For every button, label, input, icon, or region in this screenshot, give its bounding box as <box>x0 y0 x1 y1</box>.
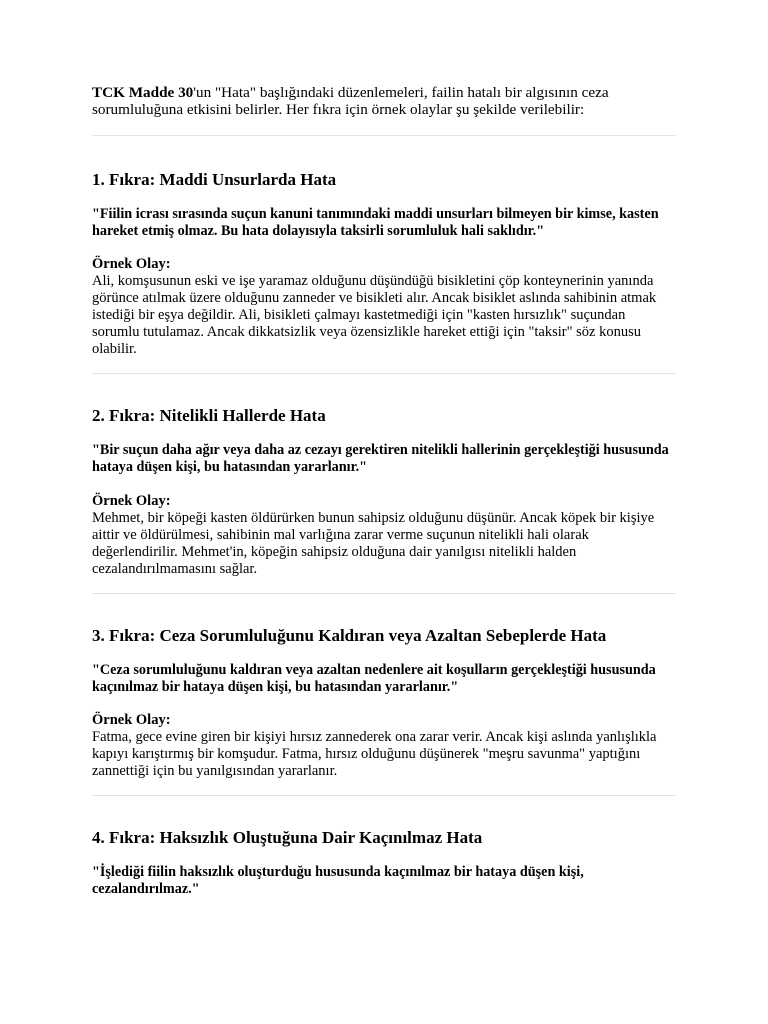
section-3-heading: 3. Fıkra: Ceza Sorumluluğunu Kaldıran veya Azaltan Sebeplerde Hata <box>92 626 607 645</box>
section-1-example-label: Örnek Olay: <box>92 256 171 272</box>
intro-article-reference: TCK Madde 30 <box>92 84 194 101</box>
section-divider <box>92 795 676 796</box>
section-1-quote: "Fiilin icrası sırasında suçun kanuni tanımındaki maddi unsurları bilmeyen bir kimse, kasten hareket etmiş olmaz. Bu hata dolayısıyla taksirli sorumluluk hali saklıdır." <box>92 206 659 239</box>
intro-text: 'un "Hata" başlığındaki düzenlemeleri, failin hatalı bir algısının ceza sorumluluğuna etkisini belirler. Her fıkra için örnek olaylar şu şekilde verilebilir: <box>92 84 609 118</box>
section-1-example-text: Ali, komşusunun eski ve işe yaramaz olduğunu düşündüğü bisikletini çöp konteynerinin yanında görünce atılmak üzere olduğunu zanneder ve bisikleti alır. Ancak bisiklet aslında sahibinin atmak istediği bir eşya değildir. Ali, bisikleti çalmayı kastetmediği için "kasten hırsızlık" suçundan sorumlu tutulamaz. Ancak dikkatsizlik veya özensizlikle hareket ettiği için "taksir" söz konusu olabilir. <box>92 273 657 357</box>
section-2-heading: 2. Fıkra: Nitelikli Hallerde Hata <box>92 406 326 425</box>
section-4-heading: 4. Fıkra: Haksızlık Oluştuğuna Dair Kaçınılmaz Hata <box>92 828 483 847</box>
section-4 <box>92 828 676 898</box>
section-2 <box>92 406 676 578</box>
section-3 <box>92 626 676 780</box>
section-2-quote: "Bir suçun daha ağır veya daha az cezayı gerektiren nitelikli hallerinin gerçekleştiği hususunda hataya düşen kişi, bu hatasından yararlanır." <box>92 442 669 475</box>
section-3-example-text: Fatma, gece evine giren bir kişiyi hırsız zannederek ona zarar verir. Ancak kişi aslında yanlışlıkla kapıyı karıştırmış bir komşudur. Fatma, hırsız olduğunu düşünerek "meşru savunma" yaptığını zannettiği için bu yanılgısından yararlanır. <box>92 729 657 779</box>
section-1 <box>92 170 676 358</box>
section-2-example-text: Mehmet, bir köpeği kasten öldürürken bunun sahipsiz olduğunu düşünür. Ancak köpek bir kişiye aittir ve öldürülmesi, sahibinin mal varlığına zarar verme suçunun nitelikli hali olarak değerlendirilir. Mehmet'in, köpeğin sahipsiz olduğuna dair yanılgısı nitelikli halden cezalandırılmamasını sağlar. <box>92 510 655 577</box>
section-2-example-label: Örnek Olay: <box>92 493 171 509</box>
section-3-quote: "Ceza sorumluluğunu kaldıran veya azaltan nedenlere ait koşulların gerçekleştiği hususunda kaçınılmaz bir hataya düşen kişi, bu hatasından yararlanır." <box>92 662 656 695</box>
section-divider <box>92 593 676 594</box>
section-4-quote: "İşlediği fiilin haksızlık oluşturduğu hususunda kaçınılmaz bir hataya düşen kişi, cezalandırılmaz." <box>92 864 584 897</box>
section-3-example-label: Örnek Olay: <box>92 712 171 728</box>
section-1-heading: 1. Fıkra: Maddi Unsurlarda Hata <box>92 170 337 189</box>
section-divider <box>92 135 676 136</box>
intro-paragraph <box>92 84 676 118</box>
section-divider <box>92 373 676 374</box>
